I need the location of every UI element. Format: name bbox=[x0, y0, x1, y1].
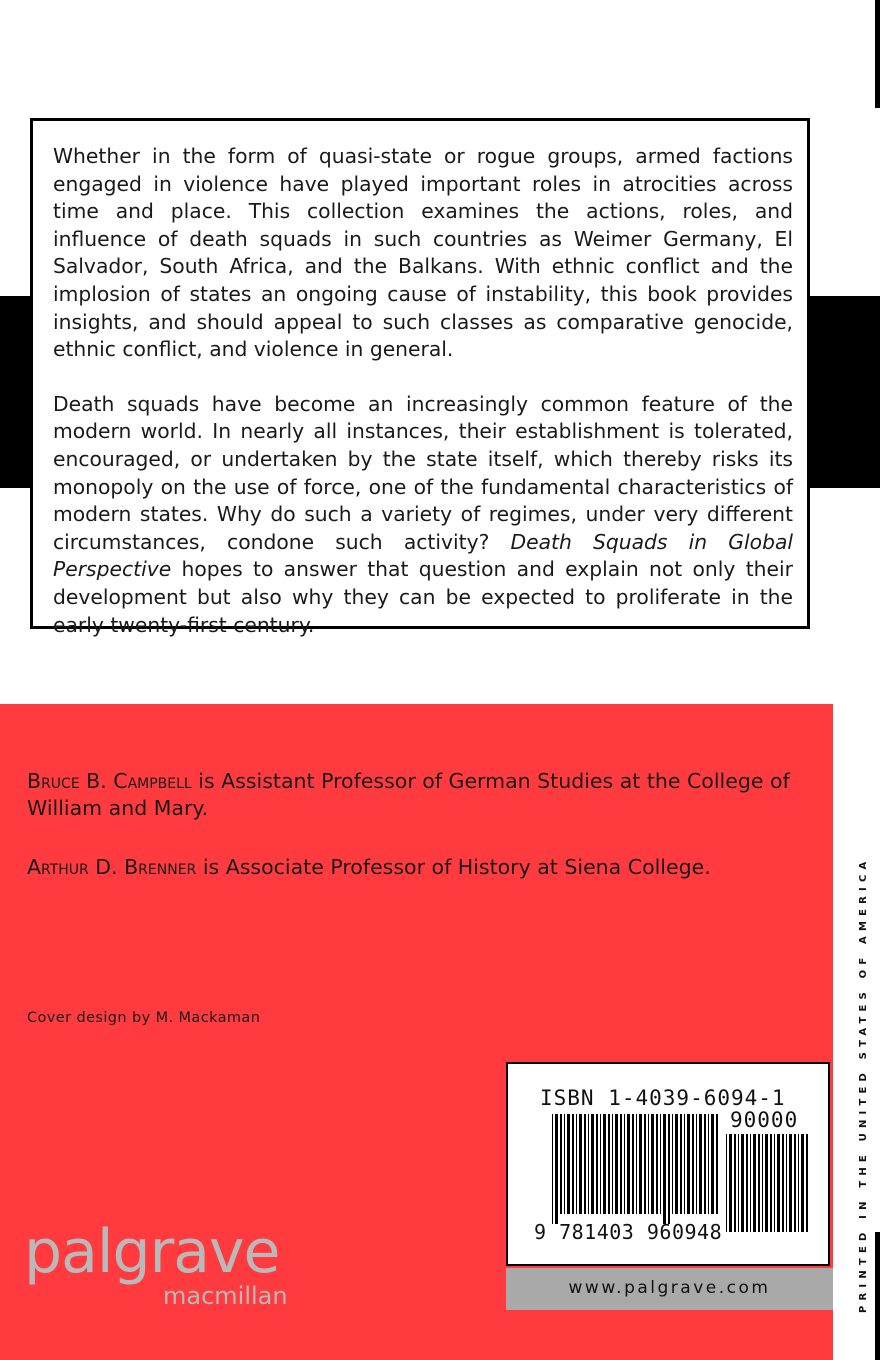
barcode-bar bbox=[579, 1114, 582, 1214]
barcode-bar bbox=[716, 1114, 718, 1214]
barcode-bar bbox=[680, 1114, 682, 1214]
barcode-bar bbox=[644, 1114, 646, 1214]
barcode-bar bbox=[668, 1114, 670, 1224]
author-name-2: Arthur D. Brenner bbox=[27, 855, 197, 879]
barcode-bar bbox=[774, 1134, 775, 1232]
barcode-bar bbox=[765, 1134, 768, 1232]
barcode-bar bbox=[806, 1134, 808, 1232]
barcode-bar bbox=[734, 1134, 736, 1232]
barcode-bar bbox=[750, 1134, 751, 1232]
publisher-logo-main: palgrave bbox=[24, 1217, 280, 1287]
barcode-bar bbox=[591, 1114, 594, 1214]
barcode-bar bbox=[636, 1114, 637, 1214]
cover-credit: Cover design by M. Mackaman bbox=[27, 1010, 261, 1026]
barcode-bar bbox=[801, 1134, 804, 1232]
barcode-bar bbox=[726, 1134, 727, 1232]
barcode-bar bbox=[567, 1114, 570, 1214]
barcode-bar bbox=[660, 1114, 661, 1214]
barcode-bar bbox=[584, 1114, 586, 1214]
barcode-bar bbox=[704, 1114, 706, 1214]
barcode-bar bbox=[576, 1114, 577, 1214]
blurb-text bbox=[53, 143, 793, 666]
barcode-bar bbox=[555, 1114, 558, 1224]
author-name-1: Bruce B. Campbell bbox=[27, 769, 192, 793]
barcode-bar bbox=[696, 1114, 697, 1214]
barcode-bar bbox=[753, 1134, 756, 1232]
publisher-url: www.palgrave.com bbox=[568, 1278, 771, 1298]
price-code: 90000 bbox=[730, 1108, 799, 1132]
barcode-bar bbox=[762, 1134, 763, 1232]
edge-mark-top bbox=[875, 0, 880, 108]
barcode-bar bbox=[651, 1114, 654, 1214]
barcode-bar bbox=[632, 1114, 634, 1214]
author-bio-1 bbox=[27, 768, 807, 822]
blurb-paragraph-1: Whether in the form of quasi-state or rogue groups, armed factions engaged in violence have played important roles in atrocities across time and place. This collection examines the actions, roles, and influence of death squads in such countries as Weimer Germany, El Salvador, South Africa, and the Balkans. With ethnic conflict and the implosion of states an ongoing cause of instability, this book provides insights, and should appeal to such classes as comparative genocide, ethnic conflict, and violence in general. bbox=[53, 144, 793, 362]
barcode-bar bbox=[624, 1114, 625, 1214]
blurb-paragraph-2-part-2: hopes to answer that question and explain not only their development but also why they can be expected to proliferate in the early twenty-first century. bbox=[53, 557, 793, 637]
barcode-bar bbox=[552, 1114, 553, 1224]
barcode-bar bbox=[758, 1134, 760, 1232]
barcode-bar bbox=[729, 1134, 732, 1232]
barcode-bar bbox=[588, 1114, 589, 1214]
barcode-bar bbox=[615, 1114, 618, 1214]
barcode-bar bbox=[777, 1134, 780, 1232]
blurb-paragraph-2 bbox=[53, 391, 793, 639]
barcode-bar bbox=[656, 1114, 658, 1214]
barcode-bar bbox=[770, 1134, 772, 1232]
barcode-bar bbox=[612, 1114, 613, 1214]
barcode-bar bbox=[711, 1114, 714, 1214]
black-band-right bbox=[810, 296, 880, 488]
barcode-bar bbox=[560, 1114, 562, 1214]
barcode-bar bbox=[675, 1114, 678, 1214]
barcode-bar bbox=[738, 1134, 739, 1232]
author-bio-2 bbox=[27, 854, 807, 881]
barcode-bar bbox=[789, 1134, 792, 1232]
barcode-bar bbox=[692, 1114, 694, 1214]
blurb-box bbox=[30, 118, 810, 637]
barcode-bar bbox=[600, 1114, 601, 1214]
barcode-bar bbox=[684, 1114, 685, 1214]
url-bar bbox=[506, 1268, 833, 1310]
barcode-bar bbox=[608, 1114, 610, 1214]
book-title-italic: Death Squads in Global Perspective bbox=[53, 529, 794, 582]
isbn-label: ISBN 1-4039-6094-1 bbox=[540, 1086, 786, 1110]
barcode-bar bbox=[672, 1114, 673, 1214]
barcode-bar bbox=[627, 1114, 630, 1214]
barcode-bar bbox=[620, 1114, 622, 1214]
publisher-logo-sub: macmillan bbox=[163, 1282, 288, 1310]
barcode-bar bbox=[746, 1134, 748, 1232]
barcode-bar bbox=[663, 1114, 666, 1224]
edge-mark-bottom bbox=[875, 1232, 880, 1360]
barcode-bar bbox=[648, 1114, 649, 1214]
blurb-paragraph-2-part-1: Death squads have become an increasingly common feature of the modern world. In nearly all instances, their establishment is tolerated, encouraged, or undertaken by the state itself, which thereby risks its monopoly on the use of force, one of the fundamental characteristics of modern states. Why do such a variety of regimes, under very different circumstances, condone such activity? bbox=[53, 391, 793, 554]
addon-barcode bbox=[726, 1134, 810, 1232]
barcode-bar bbox=[603, 1114, 606, 1214]
barcode-bar bbox=[699, 1114, 702, 1214]
barcode-bar bbox=[639, 1114, 642, 1214]
spine-text: PRINTED IN THE UNITED STATES OF AMERICA bbox=[858, 856, 869, 1313]
ean-left-digits: 781403 bbox=[559, 1220, 635, 1244]
barcode-bar bbox=[798, 1134, 799, 1232]
barcode-bar bbox=[564, 1114, 565, 1214]
barcode-bar bbox=[687, 1114, 690, 1214]
barcode-box bbox=[506, 1062, 830, 1266]
author-bio-text-2: is Associate Professor of History at Siena College. bbox=[202, 855, 711, 879]
ean-barcode bbox=[552, 1114, 720, 1234]
barcode-bar bbox=[786, 1134, 787, 1232]
ean-first-digit: 9 bbox=[534, 1220, 547, 1244]
barcode-bar bbox=[794, 1134, 796, 1232]
barcode-bar bbox=[708, 1114, 709, 1214]
barcode-bar bbox=[782, 1134, 784, 1232]
ean-digits bbox=[534, 1220, 722, 1244]
ean-right-digits: 960948 bbox=[646, 1220, 723, 1244]
barcode-bar bbox=[596, 1114, 598, 1214]
author-bio-text-1: is Assistant Professor of German Studies at the College of William and Mary. bbox=[27, 769, 790, 820]
barcode-bar bbox=[572, 1114, 574, 1214]
barcode-bar bbox=[741, 1134, 744, 1232]
